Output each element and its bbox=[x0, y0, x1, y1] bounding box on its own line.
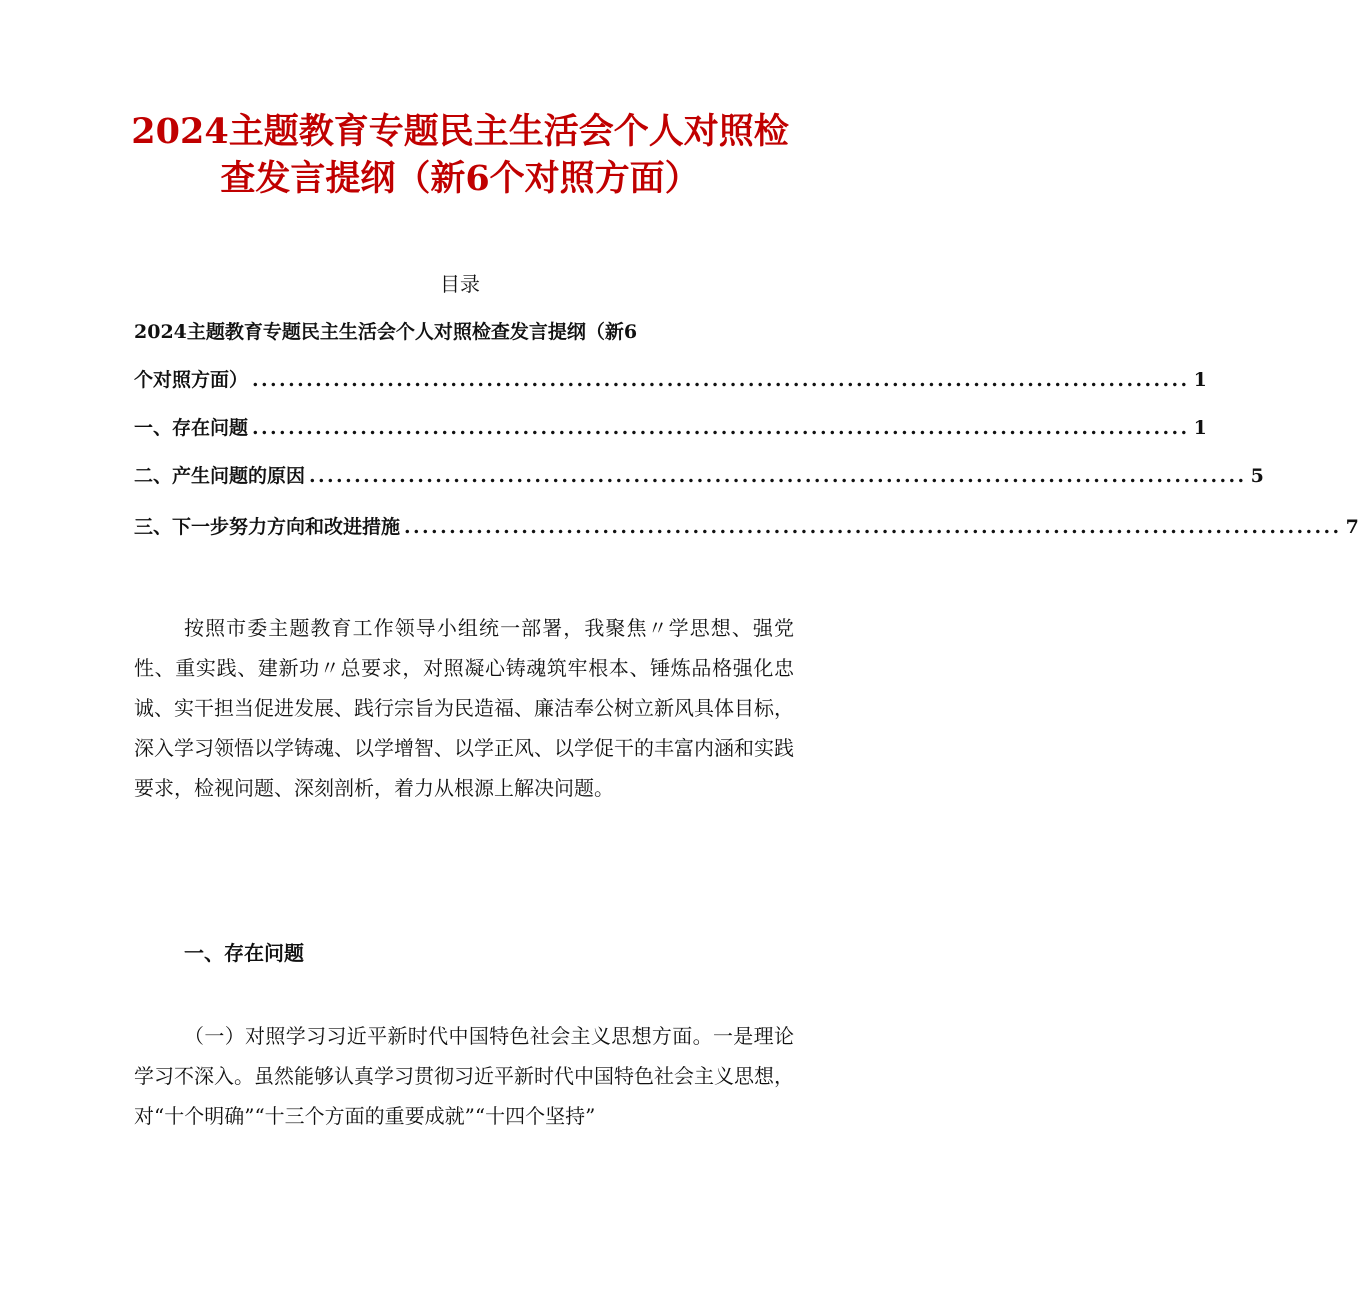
section-heading: 一、存在问题 bbox=[184, 941, 304, 965]
document-title-line-1: 2024主题教育专题民主生活会个人对照检 bbox=[131, 111, 789, 152]
toc-entry-text: 一、存在问题 bbox=[134, 417, 249, 439]
toc-entry-text: 2024主题教育专题民主生活会个人对照检查发言提纲（新6 bbox=[134, 321, 638, 343]
toc-page-number: 1 bbox=[1193, 369, 1207, 391]
toc-entry-text: 二、产生问题的原因 bbox=[134, 465, 306, 487]
toc-leader-dots: ........................................................................................................ bbox=[309, 465, 1247, 487]
document-title bbox=[60, 108, 860, 202]
toc-entry[interactable] bbox=[134, 462, 1264, 490]
toc-heading: 目录 bbox=[440, 272, 480, 296]
toc-page-number: 5 bbox=[1250, 465, 1264, 487]
toc-leader-dots: ........................................................................................................ bbox=[252, 417, 1190, 439]
toc-entry-text: 三、下一步努力方向和改进措施 bbox=[134, 516, 401, 538]
toc-entry-main-line1[interactable] bbox=[134, 318, 776, 346]
toc-entry[interactable] bbox=[134, 513, 1359, 541]
toc-entry-text: 个对照方面） bbox=[134, 369, 249, 391]
intro-paragraph: 按照市委主题教育工作领导小组统一部署，我聚焦〃学思想、强党性、重实践、建新功〃总要求，对照凝心铸魂筑牢根本、锤炼品格强化忠诚、实干担当促进发展、践行宗旨为民造福、廉洁奉公树立新风具体目标，深入学习领悟以学铸魂、以学增智、以学正风、以学促干的丰富内涵和实践要求，检视问题、深刻剖析，着力从根源上解决问题。 bbox=[134, 616, 794, 800]
toc-leader-dots: ........................................................................................................ bbox=[252, 369, 1190, 391]
document-title-line-2: 查发言提纲（新6个对照方面） bbox=[220, 158, 700, 199]
toc-page-number: 7 bbox=[1345, 516, 1359, 538]
toc-entry[interactable] bbox=[134, 366, 1207, 394]
toc-page-number: 1 bbox=[1193, 417, 1207, 439]
toc-entry[interactable] bbox=[134, 414, 1207, 442]
toc-leader-dots: ........................................................................................................ bbox=[404, 516, 1342, 538]
section-paragraph: （一）对照学习习近平新时代中国特色社会主义思想方面。一是理论学习不深入。虽然能够认真学习贯彻习近平新时代中国特色社会主义思想，对“十个明确”“十三个方面的重要成就”“十四个坚持” bbox=[134, 1024, 794, 1128]
